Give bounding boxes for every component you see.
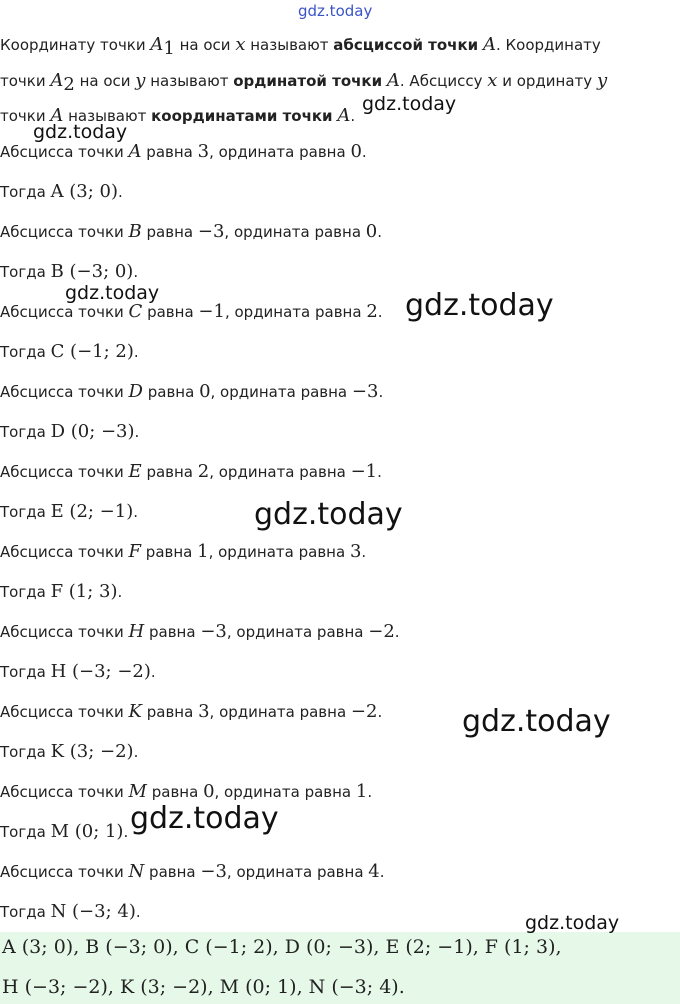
- point-result: [0, 581, 122, 602]
- text: Абсцисса точки: [0, 303, 129, 321]
- text: .: [133, 343, 139, 361]
- math-expr: A (3; 0): [50, 181, 119, 202]
- term-abscissa: абсциссой точки: [333, 36, 479, 54]
- term-ordinate: ординатой точки: [233, 72, 383, 90]
- text: Абсцисса точки: [0, 143, 129, 161]
- math-expr: 2: [197, 461, 210, 482]
- math-expr: M: [128, 781, 147, 802]
- point-result: [0, 181, 123, 202]
- math-expr: F (1; 3): [50, 581, 118, 602]
- text: .: [378, 383, 384, 401]
- point-statement: [0, 861, 385, 882]
- point-statement: [0, 781, 372, 802]
- text: Тогда: [0, 183, 51, 201]
- watermark: gdz.today: [405, 288, 554, 323]
- math-expr: C (−1; 2): [50, 341, 134, 362]
- text: называют: [245, 36, 334, 54]
- point-statement: [0, 381, 383, 402]
- math-expr: 1: [355, 781, 368, 802]
- text: .: [133, 503, 139, 521]
- math-expr: 3: [197, 141, 210, 162]
- text: .: [123, 823, 129, 841]
- intro-line-1: [0, 34, 601, 59]
- point-statement: [0, 701, 382, 722]
- math-expr: −1: [198, 301, 225, 322]
- math-expr: −1: [350, 461, 378, 482]
- math-var: y: [596, 70, 608, 91]
- math-var: x: [235, 34, 246, 55]
- math-expr: 0: [350, 141, 362, 162]
- point-statement: [0, 621, 400, 642]
- text: .: [377, 703, 383, 721]
- text: .: [133, 263, 139, 281]
- point-result: [0, 901, 141, 922]
- text: , ордината равна: [210, 383, 352, 401]
- text: .: [134, 423, 140, 441]
- math-var: A: [50, 105, 64, 126]
- math-expr: C: [128, 301, 143, 322]
- text: равна: [144, 623, 201, 641]
- math-expr: −3: [197, 221, 225, 242]
- text: Абсцисса точки: [0, 623, 129, 641]
- math-expr: K (3; −2): [50, 741, 134, 762]
- text: Тогда: [0, 263, 51, 281]
- math-expr: K: [128, 701, 142, 722]
- math-var: y: [135, 70, 146, 91]
- text: Абсцисса точки: [0, 463, 129, 481]
- math-var: A: [150, 34, 164, 55]
- math-expr: −3: [200, 621, 227, 642]
- math-expr: N (−3; 4): [50, 901, 136, 922]
- text: .: [379, 863, 385, 881]
- text: Абсцисса точки: [0, 863, 129, 881]
- text: равна: [142, 303, 199, 321]
- text: .: [361, 143, 367, 161]
- text: . Координату: [495, 36, 601, 54]
- math-expr: 3: [349, 541, 362, 562]
- math-expr: 2: [366, 301, 378, 322]
- text: , ордината равна: [226, 623, 369, 641]
- text: равна: [141, 703, 199, 721]
- text: равна: [141, 143, 198, 161]
- text: Тогда: [0, 503, 51, 521]
- text: Тогда: [0, 663, 51, 681]
- math-expr: −2: [368, 621, 395, 642]
- text: Абсцисса точки: [0, 783, 129, 801]
- text: .: [377, 223, 383, 241]
- math-var: x: [487, 70, 498, 91]
- point-result: [0, 661, 156, 682]
- math-expr: −3: [200, 861, 227, 882]
- text: , ордината равна: [209, 143, 351, 161]
- text: . Абсциссу: [399, 72, 488, 90]
- text: Абсцисса точки: [0, 703, 129, 721]
- text: .: [117, 583, 123, 601]
- point-result: [0, 821, 128, 842]
- text: на оси: [174, 36, 236, 54]
- watermark: gdz.today: [65, 282, 160, 304]
- text: называют: [63, 107, 152, 125]
- text: .: [377, 463, 382, 481]
- point-statement: [0, 461, 382, 482]
- text: .: [361, 543, 367, 561]
- math-expr: M (0; 1): [50, 821, 124, 842]
- text: Тогда: [0, 903, 51, 921]
- text: , ордината равна: [209, 703, 351, 721]
- math-expr: 0: [203, 781, 215, 802]
- text: Координату точки: [0, 36, 151, 54]
- math-expr: D: [128, 381, 143, 402]
- text: называют: [145, 72, 234, 90]
- intro-line-2: [0, 70, 607, 95]
- text: , ордината равна: [224, 303, 367, 321]
- text: .: [367, 783, 373, 801]
- point-result: [0, 741, 138, 762]
- math-expr: 1: [197, 541, 209, 562]
- math-expr: 0: [365, 221, 378, 242]
- term-coordinates: координатами точки: [151, 107, 333, 125]
- point-result: [0, 341, 139, 362]
- text: .: [350, 107, 356, 125]
- math-expr: A: [128, 141, 142, 162]
- math-expr: −2: [350, 701, 378, 722]
- answer-line-1: A (3; 0), B (−3; 0), C (−1; 2), D (0; −3), E (2; −1), F (1; 3),: [2, 936, 562, 958]
- watermark-top: gdz.today: [298, 2, 373, 20]
- text: равна: [141, 543, 198, 561]
- text: .: [135, 903, 141, 921]
- text: равна: [146, 783, 204, 801]
- math-expr: H: [128, 621, 145, 642]
- math-subscript: 1: [163, 38, 175, 59]
- text: , ордината равна: [224, 223, 366, 241]
- point-statement: [0, 141, 367, 162]
- text: , ордината равна: [214, 783, 356, 801]
- answer-box: [0, 932, 680, 1004]
- text: равна: [141, 463, 198, 481]
- answer-line-2: H (−3; −2), K (3; −2), M (0; 1), N (−3; 4).: [2, 976, 405, 998]
- text: равна: [142, 383, 200, 401]
- watermark: gdz.today: [362, 93, 457, 115]
- math-expr: 3: [198, 701, 210, 722]
- math-expr: B: [128, 221, 142, 242]
- math-expr: F: [128, 541, 142, 562]
- math-expr: D (0; −3): [50, 421, 135, 442]
- watermark: gdz.today: [33, 121, 128, 143]
- text: Тогда: [0, 583, 51, 601]
- text: Тогда: [0, 423, 51, 441]
- math-var: A: [50, 70, 64, 91]
- math-expr: B (−3; 0): [50, 261, 134, 282]
- math-var: A: [386, 70, 400, 91]
- text: .: [118, 183, 123, 201]
- text: равна: [141, 223, 198, 241]
- text: , ордината равна: [226, 863, 369, 881]
- watermark: gdz.today: [462, 704, 611, 739]
- text: .: [150, 663, 156, 681]
- text: точки: [0, 107, 51, 125]
- math-var: A: [337, 105, 351, 126]
- watermark: gdz.today: [254, 497, 403, 532]
- text: .: [394, 623, 400, 641]
- text: на оси: [74, 72, 136, 90]
- text: Абсцисса точки: [0, 383, 129, 401]
- math-expr: 4: [368, 861, 380, 882]
- text: Тогда: [0, 743, 51, 761]
- text: и ординату: [497, 72, 597, 90]
- watermark: gdz.today: [130, 801, 279, 836]
- text: Тогда: [0, 823, 51, 841]
- math-expr: E: [128, 461, 142, 482]
- math-expr: E (2; −1): [50, 501, 134, 522]
- point-result: [0, 421, 139, 442]
- text: точки: [0, 72, 51, 90]
- text: Тогда: [0, 343, 51, 361]
- point-statement: [0, 221, 382, 242]
- math-expr: −3: [351, 381, 379, 402]
- point-statement: [0, 541, 366, 562]
- text: .: [377, 303, 383, 321]
- point-result: [0, 261, 138, 282]
- math-subscript: 2: [63, 74, 75, 95]
- math-expr: 0: [199, 381, 211, 402]
- math-expr: H (−3; −2): [50, 661, 151, 682]
- text: Абсцисса точки: [0, 543, 129, 561]
- point-result: [0, 501, 138, 522]
- math-expr: N: [128, 861, 145, 882]
- text: , ордината равна: [208, 543, 350, 561]
- text: .: [133, 743, 139, 761]
- text: Абсцисса точки: [0, 223, 129, 241]
- point-statement: [0, 301, 383, 322]
- text: равна: [144, 863, 201, 881]
- watermark: gdz.today: [525, 912, 620, 934]
- math-var: A: [482, 34, 496, 55]
- text: , ордината равна: [209, 463, 351, 481]
